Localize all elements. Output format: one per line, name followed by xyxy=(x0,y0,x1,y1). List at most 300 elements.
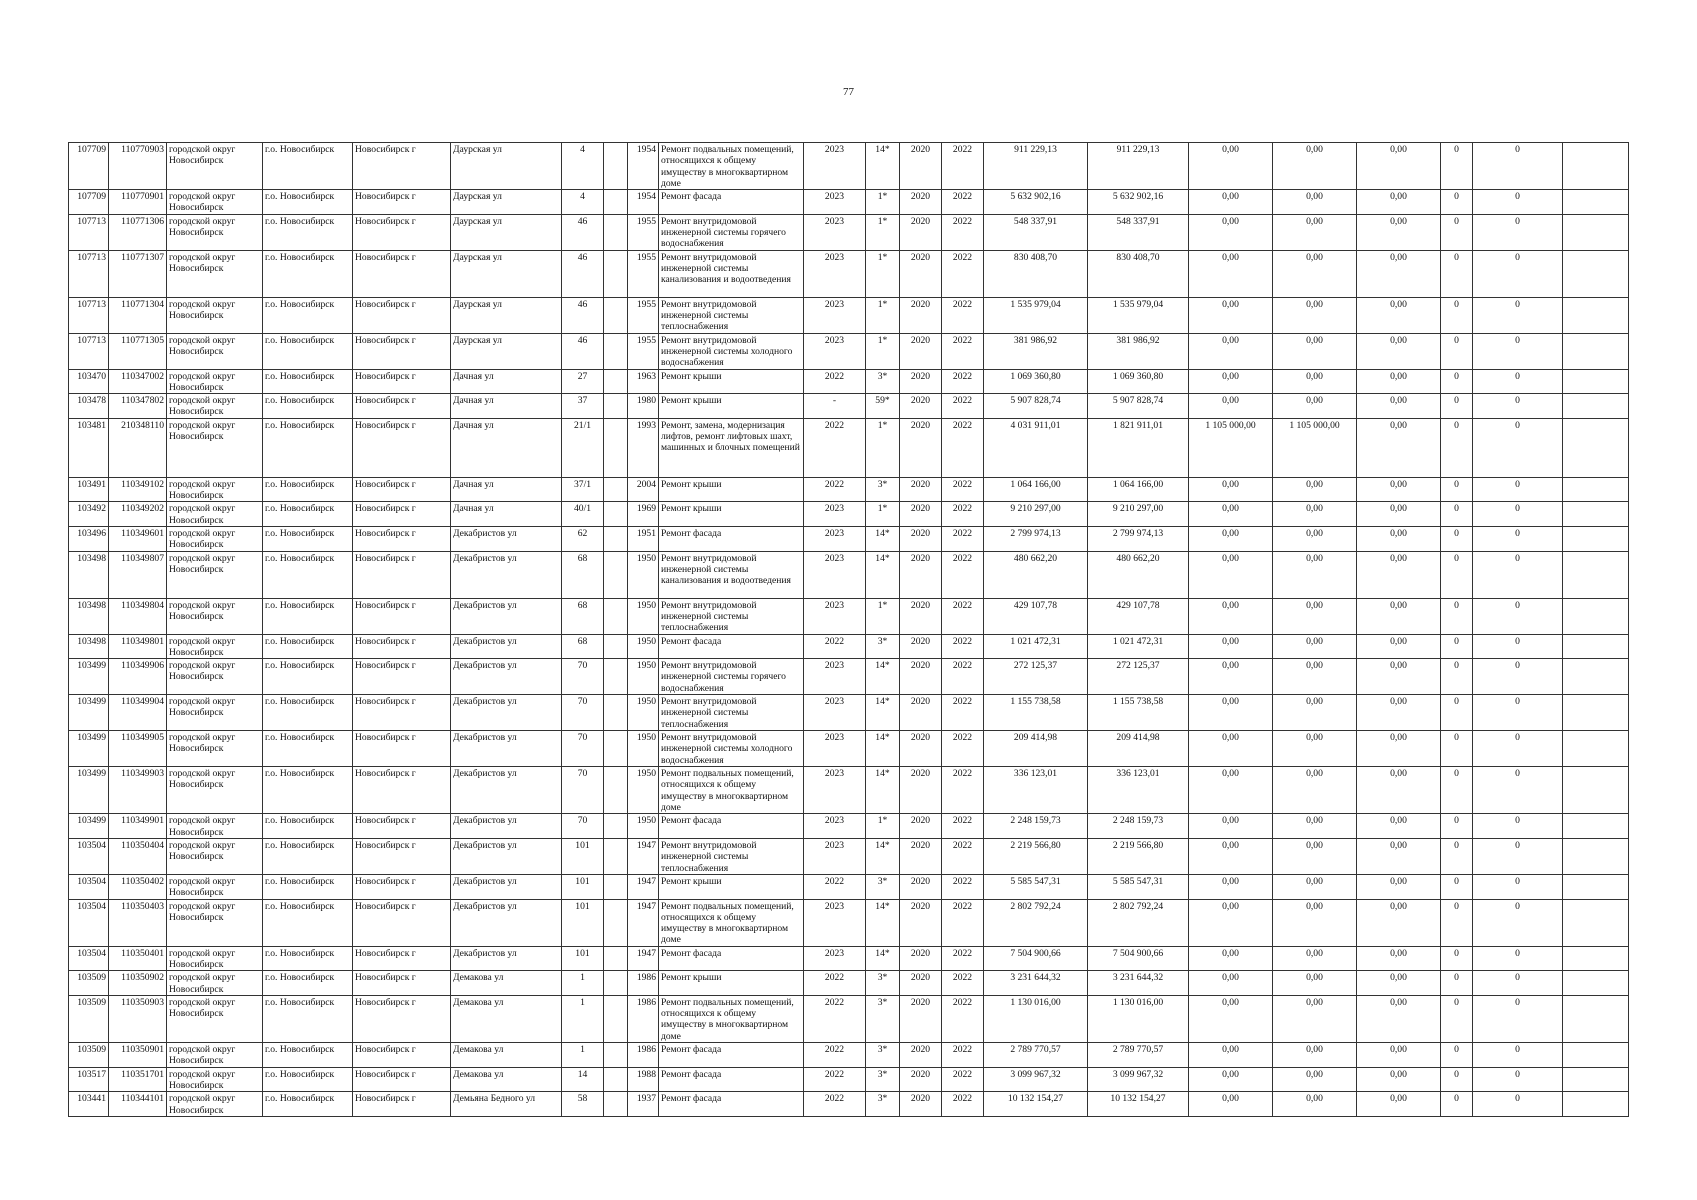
cell-work-id: 110350403 xyxy=(109,899,167,946)
cell-object-id: 107713 xyxy=(69,333,109,369)
cell-street: Декабристов ул xyxy=(451,659,562,695)
cell-work-id: 110349801 xyxy=(109,634,167,659)
cell-local-budget-cost: 0,00 xyxy=(1273,297,1357,333)
cell-house-number: 27 xyxy=(562,369,604,394)
cell-budget-cost: 0,00 xyxy=(1189,659,1273,695)
cell-work-type: Ремонт внутридомовой инженерной системы теплоснабжения xyxy=(659,598,804,634)
cell-local-budget-cost: 0,00 xyxy=(1273,369,1357,394)
cell-work-id: 110350404 xyxy=(109,838,167,874)
cell-plan-year: 2023 xyxy=(804,767,866,814)
cell-flag: 0 xyxy=(1473,143,1563,190)
cell-budget-cost: 0,00 xyxy=(1189,971,1273,996)
cell-building xyxy=(604,1043,628,1068)
cell-settlement: Новосибирск г xyxy=(353,190,451,215)
cell-work-id: 110349807 xyxy=(109,551,167,598)
cell-total-cost: 911 229,13 xyxy=(984,143,1088,190)
cell-owner-funds: 0,00 xyxy=(1357,369,1441,394)
cell-total-cost: 9 210 297,00 xyxy=(984,502,1088,527)
cell-work-id: 110349904 xyxy=(109,695,167,731)
cell-house-number: 70 xyxy=(562,731,604,767)
cell-fund-cost: 209 414,98 xyxy=(1088,731,1189,767)
cell-object-id: 103509 xyxy=(69,1043,109,1068)
cell-flag: 0 xyxy=(1473,767,1563,814)
cell-plan-year: 2023 xyxy=(804,297,866,333)
cell-settlement: Новосибирск г xyxy=(353,394,451,419)
cell-plan-year: 2023 xyxy=(804,250,866,297)
cell-work-id: 110770903 xyxy=(109,143,167,190)
cell-budget-cost: 0,00 xyxy=(1189,634,1273,659)
cell-municipality: городской округ Новосибирск xyxy=(167,598,263,634)
cell-end-year: 2022 xyxy=(942,1067,984,1092)
table-row xyxy=(69,551,1629,598)
cell-count: 0 xyxy=(1441,418,1473,477)
cell-municipality: городской округ Новосибирск xyxy=(167,659,263,695)
cell-total-cost: 5 585 547,31 xyxy=(984,874,1088,899)
cell-fund-cost: 7 504 900,66 xyxy=(1088,946,1189,971)
cell-municipality: городской округ Новосибирск xyxy=(167,695,263,731)
cell-owner-funds: 0,00 xyxy=(1357,250,1441,297)
cell-owner-funds: 0,00 xyxy=(1357,1067,1441,1092)
cell-year-built: 1951 xyxy=(628,526,659,551)
cell-plan-year: 2023 xyxy=(804,598,866,634)
cell-fund-cost: 1 064 166,00 xyxy=(1088,477,1189,502)
cell-end-year: 2022 xyxy=(942,250,984,297)
cell-work-type: Ремонт крыши xyxy=(659,502,804,527)
cell-fund-cost: 272 125,37 xyxy=(1088,659,1189,695)
cell-street: Даурская ул xyxy=(451,190,562,215)
cell-note xyxy=(1563,731,1629,767)
cell-flag: 0 xyxy=(1473,502,1563,527)
cell-flag: 0 xyxy=(1473,297,1563,333)
cell-settlement: Новосибирск г xyxy=(353,814,451,839)
cell-building xyxy=(604,214,628,250)
cell-year-built: 1950 xyxy=(628,659,659,695)
cell-municipality: городской округ Новосибирск xyxy=(167,1067,263,1092)
cell-flag: 0 xyxy=(1473,899,1563,946)
cell-flag: 0 xyxy=(1473,369,1563,394)
cell-total-cost: 5 632 902,16 xyxy=(984,190,1088,215)
cell-note xyxy=(1563,394,1629,419)
cell-municipality: городской округ Новосибирск xyxy=(167,838,263,874)
cell-street: Декабристов ул xyxy=(451,814,562,839)
cell-end-year: 2022 xyxy=(942,899,984,946)
cell-year-built: 1947 xyxy=(628,946,659,971)
cell-start-year: 2020 xyxy=(900,814,942,839)
cell-count: 0 xyxy=(1441,695,1473,731)
cell-flag: 0 xyxy=(1473,477,1563,502)
cell-note xyxy=(1563,250,1629,297)
cell-count: 0 xyxy=(1441,731,1473,767)
cell-object-id: 103498 xyxy=(69,551,109,598)
cell-city-district: г.о. Новосибирск xyxy=(263,502,353,527)
cell-total-cost: 272 125,37 xyxy=(984,659,1088,695)
cell-total-cost: 381 986,92 xyxy=(984,333,1088,369)
cell-settlement: Новосибирск г xyxy=(353,477,451,502)
cell-city-district: г.о. Новосибирск xyxy=(263,874,353,899)
page-number: 77 xyxy=(843,86,854,98)
cell-object-id: 107709 xyxy=(69,143,109,190)
cell-settlement: Новосибирск г xyxy=(353,502,451,527)
cell-building xyxy=(604,598,628,634)
cell-budget-cost: 0,00 xyxy=(1189,695,1273,731)
table-row xyxy=(69,598,1629,634)
cell-work-id: 110349906 xyxy=(109,659,167,695)
cell-city-district: г.о. Новосибирск xyxy=(263,634,353,659)
cell-settlement: Новосибирск г xyxy=(353,551,451,598)
cell-start-year: 2020 xyxy=(900,946,942,971)
table-row xyxy=(69,899,1629,946)
cell-priority: 1* xyxy=(866,190,900,215)
cell-end-year: 2022 xyxy=(942,634,984,659)
table-row xyxy=(69,214,1629,250)
cell-year-built: 1963 xyxy=(628,369,659,394)
cell-building xyxy=(604,899,628,946)
table-row xyxy=(69,971,1629,996)
cell-total-cost: 480 662,20 xyxy=(984,551,1088,598)
cell-budget-cost: 0,00 xyxy=(1189,551,1273,598)
cell-street: Декабристов ул xyxy=(451,946,562,971)
cell-total-cost: 3 099 967,32 xyxy=(984,1067,1088,1092)
cell-count: 0 xyxy=(1441,634,1473,659)
cell-owner-funds: 0,00 xyxy=(1357,598,1441,634)
cell-end-year: 2022 xyxy=(942,143,984,190)
cell-fund-cost: 381 986,92 xyxy=(1088,333,1189,369)
cell-plan-year: 2022 xyxy=(804,1043,866,1068)
cell-year-built: 1950 xyxy=(628,598,659,634)
cell-fund-cost: 1 821 911,01 xyxy=(1088,418,1189,477)
cell-note xyxy=(1563,297,1629,333)
cell-work-id: 110344101 xyxy=(109,1092,167,1117)
cell-flag: 0 xyxy=(1473,190,1563,215)
cell-end-year: 2022 xyxy=(942,598,984,634)
cell-budget-cost: 0,00 xyxy=(1189,394,1273,419)
cell-local-budget-cost: 0,00 xyxy=(1273,838,1357,874)
cell-city-district: г.о. Новосибирск xyxy=(263,214,353,250)
cell-priority: 1* xyxy=(866,418,900,477)
cell-total-cost: 2 219 566,80 xyxy=(984,838,1088,874)
cell-budget-cost: 0,00 xyxy=(1189,526,1273,551)
cell-work-id: 110350901 xyxy=(109,1043,167,1068)
cell-note xyxy=(1563,971,1629,996)
cell-priority: 3* xyxy=(866,634,900,659)
cell-flag: 0 xyxy=(1473,1092,1563,1117)
cell-budget-cost: 0,00 xyxy=(1189,767,1273,814)
cell-end-year: 2022 xyxy=(942,190,984,215)
cell-end-year: 2022 xyxy=(942,502,984,527)
cell-house-number: 70 xyxy=(562,695,604,731)
cell-priority: 14* xyxy=(866,695,900,731)
cell-city-district: г.о. Новосибирск xyxy=(263,190,353,215)
cell-object-id: 103499 xyxy=(69,695,109,731)
cell-total-cost: 336 123,01 xyxy=(984,767,1088,814)
cell-owner-funds: 0,00 xyxy=(1357,899,1441,946)
cell-start-year: 2020 xyxy=(900,190,942,215)
cell-start-year: 2020 xyxy=(900,502,942,527)
cell-flag: 0 xyxy=(1473,874,1563,899)
cell-city-district: г.о. Новосибирск xyxy=(263,814,353,839)
cell-house-number: 46 xyxy=(562,250,604,297)
cell-work-type: Ремонт фасада xyxy=(659,526,804,551)
cell-building xyxy=(604,659,628,695)
cell-settlement: Новосибирск г xyxy=(353,418,451,477)
cell-owner-funds: 0,00 xyxy=(1357,814,1441,839)
cell-end-year: 2022 xyxy=(942,551,984,598)
table-row xyxy=(69,995,1629,1042)
table-row xyxy=(69,250,1629,297)
cell-object-id: 103481 xyxy=(69,418,109,477)
cell-municipality: городской округ Новосибирск xyxy=(167,971,263,996)
cell-work-id: 110350402 xyxy=(109,874,167,899)
cell-start-year: 2020 xyxy=(900,526,942,551)
cell-count: 0 xyxy=(1441,899,1473,946)
cell-local-budget-cost: 0,00 xyxy=(1273,767,1357,814)
cell-work-id: 110349601 xyxy=(109,526,167,551)
cell-object-id: 103499 xyxy=(69,814,109,839)
cell-priority: 14* xyxy=(866,659,900,695)
cell-building xyxy=(604,190,628,215)
cell-note xyxy=(1563,214,1629,250)
table-row xyxy=(69,695,1629,731)
cell-plan-year: 2023 xyxy=(804,838,866,874)
cell-municipality: городской округ Новосибирск xyxy=(167,551,263,598)
cell-start-year: 2020 xyxy=(900,143,942,190)
cell-plan-year: 2023 xyxy=(804,190,866,215)
cell-municipality: городской округ Новосибирск xyxy=(167,1092,263,1117)
cell-work-id: 110351701 xyxy=(109,1067,167,1092)
cell-owner-funds: 0,00 xyxy=(1357,143,1441,190)
cell-flag: 0 xyxy=(1473,838,1563,874)
cell-object-id: 103491 xyxy=(69,477,109,502)
cell-building xyxy=(604,767,628,814)
cell-total-cost: 2 789 770,57 xyxy=(984,1043,1088,1068)
cell-budget-cost: 0,00 xyxy=(1189,143,1273,190)
cell-plan-year: 2022 xyxy=(804,1067,866,1092)
cell-object-id: 107709 xyxy=(69,190,109,215)
cell-plan-year: 2023 xyxy=(804,814,866,839)
cell-fund-cost: 5 632 902,16 xyxy=(1088,190,1189,215)
cell-local-budget-cost: 0,00 xyxy=(1273,634,1357,659)
cell-city-district: г.о. Новосибирск xyxy=(263,659,353,695)
cell-street: Даурская ул xyxy=(451,143,562,190)
cell-street: Демьяна Бедного ул xyxy=(451,1092,562,1117)
cell-flag: 0 xyxy=(1473,695,1563,731)
cell-settlement: Новосибирск г xyxy=(353,971,451,996)
cell-work-type: Ремонт внутридомовой инженерной системы теплоснабжения xyxy=(659,297,804,333)
cell-city-district: г.о. Новосибирск xyxy=(263,418,353,477)
cell-work-id: 110347802 xyxy=(109,394,167,419)
cell-count: 0 xyxy=(1441,1092,1473,1117)
cell-plan-year: 2023 xyxy=(804,731,866,767)
cell-city-district: г.о. Новосибирск xyxy=(263,477,353,502)
cell-local-budget-cost: 1 105 000,00 xyxy=(1273,418,1357,477)
cell-work-id: 110350903 xyxy=(109,995,167,1042)
cell-building xyxy=(604,971,628,996)
cell-owner-funds: 0,00 xyxy=(1357,659,1441,695)
cell-local-budget-cost: 0,00 xyxy=(1273,1043,1357,1068)
cell-fund-cost: 2 248 159,73 xyxy=(1088,814,1189,839)
cell-local-budget-cost: 0,00 xyxy=(1273,551,1357,598)
cell-local-budget-cost: 0,00 xyxy=(1273,1067,1357,1092)
cell-year-built: 1954 xyxy=(628,190,659,215)
cell-priority: 1* xyxy=(866,250,900,297)
cell-note xyxy=(1563,1043,1629,1068)
cell-work-type: Ремонт внутридомовой инженерной системы канализования и водоотведения xyxy=(659,551,804,598)
cell-settlement: Новосибирск г xyxy=(353,838,451,874)
cell-local-budget-cost: 0,00 xyxy=(1273,899,1357,946)
cell-priority: 3* xyxy=(866,995,900,1042)
cell-plan-year: 2023 xyxy=(804,214,866,250)
cell-end-year: 2022 xyxy=(942,695,984,731)
cell-plan-year: 2023 xyxy=(804,946,866,971)
cell-year-built: 1950 xyxy=(628,814,659,839)
cell-fund-cost: 3 231 644,32 xyxy=(1088,971,1189,996)
cell-street: Декабристов ул xyxy=(451,767,562,814)
cell-work-type: Ремонт, замена, модернизация лифтов, ремонт лифтовых шахт, машинных и блочных помещений xyxy=(659,418,804,477)
cell-plan-year: 2023 xyxy=(804,899,866,946)
cell-fund-cost: 1 130 016,00 xyxy=(1088,995,1189,1042)
table-row xyxy=(69,190,1629,215)
cell-house-number: 1 xyxy=(562,1043,604,1068)
cell-fund-cost: 548 337,91 xyxy=(1088,214,1189,250)
cell-start-year: 2020 xyxy=(900,659,942,695)
cell-budget-cost: 0,00 xyxy=(1189,995,1273,1042)
cell-city-district: г.о. Новосибирск xyxy=(263,394,353,419)
cell-municipality: городской округ Новосибирск xyxy=(167,814,263,839)
cell-local-budget-cost: 0,00 xyxy=(1273,598,1357,634)
cell-total-cost: 2 799 974,13 xyxy=(984,526,1088,551)
cell-work-type: Ремонт фасада xyxy=(659,814,804,839)
cell-year-built: 1955 xyxy=(628,297,659,333)
cell-flag: 0 xyxy=(1473,214,1563,250)
cell-street: Декабристов ул xyxy=(451,838,562,874)
cell-object-id: 103509 xyxy=(69,971,109,996)
cell-year-built: 1950 xyxy=(628,634,659,659)
cell-count: 0 xyxy=(1441,659,1473,695)
cell-municipality: городской округ Новосибирск xyxy=(167,502,263,527)
cell-settlement: Новосибирск г xyxy=(353,1067,451,1092)
cell-count: 0 xyxy=(1441,143,1473,190)
cell-work-id: 110349804 xyxy=(109,598,167,634)
table-row xyxy=(69,143,1629,190)
cell-object-id: 103478 xyxy=(69,394,109,419)
cell-work-type: Ремонт крыши xyxy=(659,477,804,502)
table-row xyxy=(69,297,1629,333)
cell-city-district: г.о. Новосибирск xyxy=(263,1092,353,1117)
cell-count: 0 xyxy=(1441,971,1473,996)
cell-start-year: 2020 xyxy=(900,551,942,598)
cell-start-year: 2020 xyxy=(900,874,942,899)
cell-fund-cost: 429 107,78 xyxy=(1088,598,1189,634)
cell-priority: 3* xyxy=(866,1043,900,1068)
cell-start-year: 2020 xyxy=(900,1092,942,1117)
cell-count: 0 xyxy=(1441,394,1473,419)
cell-priority: 1* xyxy=(866,333,900,369)
cell-fund-cost: 3 099 967,32 xyxy=(1088,1067,1189,1092)
cell-count: 0 xyxy=(1441,502,1473,527)
cell-work-id: 110349102 xyxy=(109,477,167,502)
table-row xyxy=(69,1043,1629,1068)
cell-street: Даурская ул xyxy=(451,333,562,369)
cell-street: Декабристов ул xyxy=(451,874,562,899)
cell-work-id: 110349905 xyxy=(109,731,167,767)
cell-work-type: Ремонт подвальных помещений, относящихся к общему имуществу в многоквартирном доме xyxy=(659,899,804,946)
cell-end-year: 2022 xyxy=(942,874,984,899)
cell-owner-funds: 0,00 xyxy=(1357,731,1441,767)
cell-house-number: 68 xyxy=(562,634,604,659)
cell-building xyxy=(604,502,628,527)
cell-year-built: 1954 xyxy=(628,143,659,190)
cell-count: 0 xyxy=(1441,369,1473,394)
cell-owner-funds: 0,00 xyxy=(1357,477,1441,502)
cell-house-number: 70 xyxy=(562,814,604,839)
table-row xyxy=(69,634,1629,659)
cell-budget-cost: 1 105 000,00 xyxy=(1189,418,1273,477)
cell-local-budget-cost: 0,00 xyxy=(1273,190,1357,215)
cell-local-budget-cost: 0,00 xyxy=(1273,874,1357,899)
cell-year-built: 1947 xyxy=(628,838,659,874)
table-row xyxy=(69,767,1629,814)
cell-plan-year: 2022 xyxy=(804,971,866,996)
cell-work-type: Ремонт внутридомовой инженерной системы теплоснабжения xyxy=(659,838,804,874)
cell-total-cost: 209 414,98 xyxy=(984,731,1088,767)
table-row xyxy=(69,1067,1629,1092)
table-row xyxy=(69,477,1629,502)
cell-building xyxy=(604,297,628,333)
cell-work-id: 110350902 xyxy=(109,971,167,996)
cell-settlement: Новосибирск г xyxy=(353,297,451,333)
table-row xyxy=(69,731,1629,767)
cell-end-year: 2022 xyxy=(942,297,984,333)
cell-building xyxy=(604,946,628,971)
cell-note xyxy=(1563,874,1629,899)
cell-start-year: 2020 xyxy=(900,598,942,634)
cell-house-number: 101 xyxy=(562,899,604,946)
cell-total-cost: 2 248 159,73 xyxy=(984,814,1088,839)
cell-street: Декабристов ул xyxy=(451,598,562,634)
cell-start-year: 2020 xyxy=(900,971,942,996)
cell-note xyxy=(1563,551,1629,598)
cell-street: Дачная ул xyxy=(451,369,562,394)
cell-settlement: Новосибирск г xyxy=(353,1092,451,1117)
cell-city-district: г.о. Новосибирск xyxy=(263,250,353,297)
cell-municipality: городской округ Новосибирск xyxy=(167,526,263,551)
cell-budget-cost: 0,00 xyxy=(1189,1092,1273,1117)
cell-end-year: 2022 xyxy=(942,971,984,996)
cell-local-budget-cost: 0,00 xyxy=(1273,946,1357,971)
cell-street: Декабристов ул xyxy=(451,526,562,551)
cell-total-cost: 1 069 360,80 xyxy=(984,369,1088,394)
cell-priority: 3* xyxy=(866,971,900,996)
cell-city-district: г.о. Новосибирск xyxy=(263,369,353,394)
cell-local-budget-cost: 0,00 xyxy=(1273,731,1357,767)
cell-priority: 3* xyxy=(866,369,900,394)
cell-flag: 0 xyxy=(1473,659,1563,695)
cell-plan-year: 2023 xyxy=(804,659,866,695)
cell-city-district: г.о. Новосибирск xyxy=(263,946,353,971)
cell-local-budget-cost: 0,00 xyxy=(1273,1092,1357,1117)
cell-owner-funds: 0,00 xyxy=(1357,214,1441,250)
cell-year-built: 1993 xyxy=(628,418,659,477)
cell-year-built: 1950 xyxy=(628,695,659,731)
cell-settlement: Новосибирск г xyxy=(353,731,451,767)
cell-city-district: г.о. Новосибирск xyxy=(263,1067,353,1092)
cell-end-year: 2022 xyxy=(942,838,984,874)
cell-note xyxy=(1563,418,1629,477)
cell-house-number: 46 xyxy=(562,214,604,250)
cell-year-built: 1980 xyxy=(628,394,659,419)
cell-plan-year: 2022 xyxy=(804,995,866,1042)
cell-municipality: городской округ Новосибирск xyxy=(167,995,263,1042)
